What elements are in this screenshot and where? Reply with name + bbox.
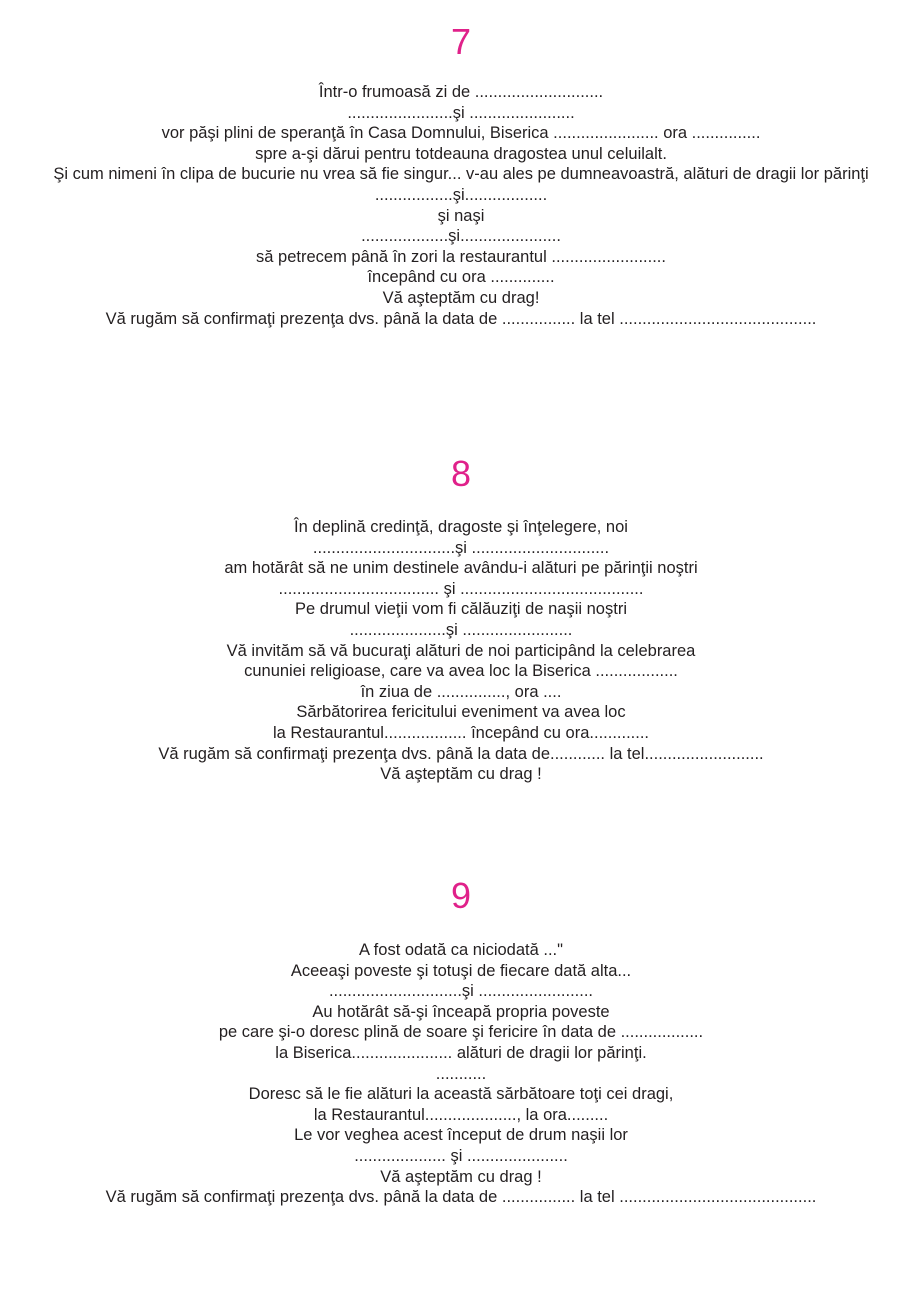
text-lines [0, 82, 922, 329]
text-line: În deplină credinţă, dragoste şi înţelegere, noi [294, 518, 628, 536]
text-line: Vă rugăm să confirmaţi prezenţa dvs. până la data de............ la tel.......................... [158, 744, 764, 763]
text-line: A fost odată ca niciodată ..." [359, 941, 563, 959]
section-number: 9 [450, 875, 472, 916]
text-line: la Restaurantul...................., la ora......... [313, 1105, 609, 1124]
text-line: spre a-şi dărui pentru totdeauna dragostea unul celuilalt. [255, 144, 667, 163]
text-line: .....................şi ........................ [349, 620, 573, 639]
text-line: Doresc să le fie alături la această sărbătoare toţi cei dragi, [248, 1085, 674, 1104]
text-line: ........... [435, 1064, 487, 1083]
text-line: Într-o frumoasă zi de ............................ [318, 83, 604, 101]
text-line: şi naşi [437, 206, 485, 225]
text-line: Le vor veghea acest început de drum naşii lor [294, 1126, 628, 1145]
text-line: .......................şi ....................... [347, 103, 575, 122]
text-line: Sărbătorirea fericitului eveniment va avea loc [296, 703, 626, 722]
text-line: Vă invităm să vă bucuraţi alături de noi participând la celebrarea [226, 641, 696, 660]
invitation-text-9 [0, 876, 922, 1208]
text-line: Vă rugăm să confirmaţi prezenţa dvs. până la data de ................ la tel ........................................... [105, 309, 817, 328]
text-line: .............................şi ......................... [328, 982, 594, 1001]
text-line: vor păşi plini de speranţă în Casa Domnului, Biserica ....................... ora ............... [161, 124, 761, 143]
text-line: în ziua de ..............., ora .... [360, 682, 562, 701]
text-line: Aceeaşi poveste şi totuşi de fiecare dată alta... [290, 961, 632, 980]
text-line: ................................... şi ........................................ [278, 579, 644, 598]
text-line: Şi cum nimeni în clipa de bucurie nu vrea să fie singur... v-au ales pe dumneavoastră, alături de dragii lor părinţi [53, 165, 869, 184]
text-line: Vă aşteptăm cu drag! [382, 288, 540, 307]
text-line: am hotărât să ne unim destinele avându-i alături pe părinţii noştri [224, 559, 698, 578]
text-line: la Restaurantul.................. începând cu ora............. [272, 723, 649, 742]
text-lines [0, 940, 922, 1208]
text-lines [0, 517, 922, 785]
text-line: Vă rugăm să confirmaţi prezenţa dvs. până la data de ................ la tel ........................................... [105, 1188, 817, 1207]
text-line: Vă aşteptăm cu drag ! [380, 765, 542, 784]
text-line: .................şi.................. [374, 185, 548, 204]
text-line: să petrecem până în zori la restaurantul ......................... [256, 247, 666, 266]
invitation-text-8 [0, 454, 922, 785]
text-line: ...............................şi .............................. [312, 538, 610, 557]
text-line: pe care şi-o doresc plină de soare şi fericire în data de .................. [218, 1023, 704, 1042]
text-line: Au hotărât să-şi înceapă propria poveste [312, 1002, 610, 1021]
text-line: Pe drumul vieţii vom fi călăuziţi de naşii noştri [295, 600, 627, 619]
invitation-text-7 [0, 22, 922, 329]
text-line: cununiei religioase, care va avea loc la Biserica .................. [244, 662, 678, 681]
text-line: la Biserica...................... alături de dragii lor părinţi. [275, 1043, 647, 1062]
section-number: 7 [450, 21, 472, 62]
text-line: .................... şi ...................... [354, 1146, 568, 1165]
text-line: începând cu ora .............. [367, 268, 555, 287]
text-line: ...................şi...................... [361, 227, 561, 246]
section-number: 8 [450, 453, 472, 494]
text-line: Vă aşteptăm cu drag ! [380, 1167, 542, 1186]
